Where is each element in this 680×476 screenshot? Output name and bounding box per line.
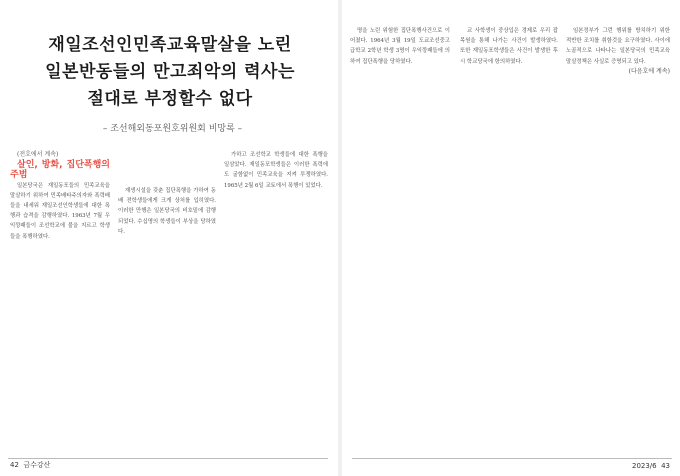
continued-signature: (다음호에 계속) (628, 67, 670, 75)
left-column-3 (224, 150, 328, 440)
left-column-2 (118, 186, 216, 440)
column-text: 일본당국은 재일동포들의 민족교육을 말살하기 위하여 민족배타주의자와 폭력배들을 내세워 재일조선인학생들에 대한 폭행과 습격을 감행하였다. 1963년 7월 우익깡패들이 조선학교에 불을 지르고 학생들을 폭행하였다. (10, 182, 110, 240)
column-text: 명을 노린 위험한 집단폭행사건으로 이어졌다. 1964년 3월 19일 도쿄조선중고급학교 2학년 학생 3명이 우익깡패들에 의하여 집단폭행을 당하였다. (350, 28, 450, 65)
section-subhead: 살인, 방화, 집단폭행의 주범 (10, 160, 110, 181)
continued-note: (전호에서 계속) (17, 151, 59, 158)
right-column-3 (566, 26, 670, 440)
column-text: 가하고 조선학교 학생들에 대한 폭행을 일삼았다. 재일동포학생들은 이러한 폭력에도 굴함없이 민족교육을 지켜 투쟁하였다. 1965년 2월 6일 교토에서 폭행이 있었다. (224, 152, 328, 189)
article-headline (10, 32, 330, 113)
headline-line-3: 절대로 부정할수 없다 (87, 89, 253, 109)
issue-date: 2023/6 (631, 462, 657, 470)
left-page (0, 0, 336, 476)
footer-rule (352, 458, 672, 459)
headline-line-1: 재일조선인민족교육말살을 노린 (48, 35, 292, 55)
column-text: 교 사학생이 중상입은 경제로 우리 잡목원을 통해 나가는 사건이 발생하였다. 또한 재일동포학생들은 사건이 발생한 후시 학교당국에 항의하였다. (460, 28, 558, 65)
footer-rule (8, 458, 328, 459)
column-text: 재생시설을 갖춘 집단폭행을 가하여 동배 전학생들에게 크게 상처를 입히였다. 이러한 만행은 일본당국의 비호밑에 감행되었다. 수십명의 학생들이 부상을 당하였다. (118, 188, 216, 235)
right-page (344, 0, 680, 476)
article-byline: – 조선해외동포원호위원회 비망록 – (102, 124, 243, 134)
left-column-1 (10, 150, 110, 440)
page-number: 42 (10, 461, 19, 469)
right-column-1 (350, 26, 450, 440)
page-footer-left (10, 460, 50, 470)
headline-line-2: 일본반동들의 만고죄악의 력사는 (45, 62, 295, 82)
column-text: 임본정부가 그런 행위를 방치하기 위한 적반한 조치를 취함것을 요구하였다. 사이에 노골적으로 나타나는 일본당국의 민족교육말살정책은 사실로 증명되고 있다. (566, 28, 670, 65)
page-number: 43 (661, 462, 670, 470)
magazine-title: 금수강산 (23, 461, 51, 469)
right-column-2 (460, 26, 558, 440)
page-gutter (338, 0, 342, 476)
page-footer-right (632, 462, 670, 470)
